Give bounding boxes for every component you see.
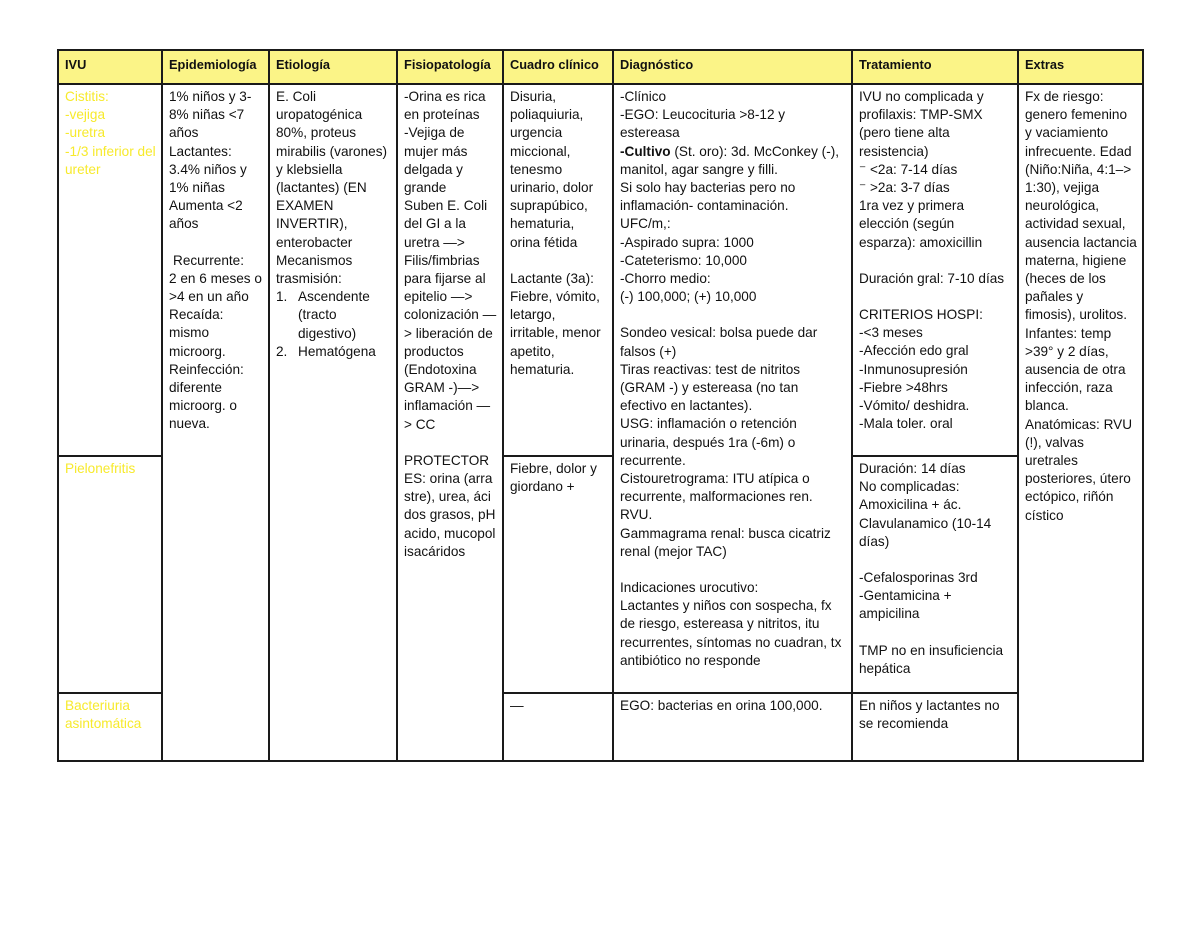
cell-epidemiologia: 1% niños y 3-8% niñas <7 años Lactantes: 3.4% niños y 1% niñas Aumenta <2 años Recurrente: 2 en 6 meses o >4 en un año Recaída: mismo microorg. Reinfección: diferente microorg. o nueva. [162, 84, 269, 761]
label-pielonefritis: Pielonefritis [58, 456, 162, 693]
header-tratamiento: Tratamiento [852, 50, 1018, 84]
header-epidemiologia: Epidemiología [162, 50, 269, 84]
cell-cuadro-bacteriuria: — [503, 693, 613, 761]
cell-etiologia: E. Coli uropatogénica 80%, proteus mirabilis (varones) y klebsiella (lactantes) (EN EXAMEN INVERTIR), enterobacter Mecanismos trasmisión: 1. Ascendente (tracto digestivo) 2. Hematógena [269, 84, 397, 761]
header-fisiopatologia: Fisiopatología [397, 50, 503, 84]
cell-extras: Fx de riesgo: genero femenino y vaciamiento infrecuente. Edad (Niño:Niña, 4:1–> 1:30), vejiga neurológica, actividad sexual, ausencia lactancia materna, higiene (heces de los pañales y fimosis), urolitos. Infantes: temp >39° y 2 días, ausencia de otra infección, raza blanca. Anatómicas: RVU (!), valvas uretrales posteriores, útero ectópico, riñón cístico [1018, 84, 1143, 761]
cell-cuadro-cistitis: Disuria, poliaquiuria, urgencia miccional, tenesmo urinario, dolor suprapúbico, hematuria, orina fétida Lactante (3a): Fiebre, vómito, letargo, irritable, menor apetito, hematuria. [503, 84, 613, 456]
header-cuadro-clinico: Cuadro clínico [503, 50, 613, 84]
cell-cuadro-pielonefritis: Fiebre, dolor y giordano + [503, 456, 613, 693]
cell-tratamiento-bacteriuria: En niños y lactantes no se recomienda [852, 693, 1018, 761]
header-ivu: IVU [58, 50, 162, 84]
label-cistitis: Cistitis: -vejiga -uretra -1/3 inferior del ureter [58, 84, 162, 456]
cell-tratamiento-pielonefritis: Duración: 14 días No complicadas: Amoxicilina + ác. Clavulanamico (10-14 días) -Cefalosporinas 3rd -Gentamicina + ampicilina TMP no en insuficiencia hepática [852, 456, 1018, 693]
row-cistitis [58, 84, 1143, 456]
list-item: 2. Hematógena [276, 343, 376, 359]
header-etiologia: Etiología [269, 50, 397, 84]
cell-tratamiento-cistitis: IVU no complicada y profilaxis: TMP-SMX (pero tiene alta resistencia) ⁻ <2a: 7-14 días ⁻ >2a: 3-7 días 1ra vez y primera elección (según esparza): amoxicillin Duración gral: 7-10 días CRITERIOS HOSPI: -<3 meses -Afección edo gral -Inmunosupresión -Fiebre >48hrs -Vómito/ deshidra. -Mala toler. oral [852, 84, 1018, 456]
header-extras: Extras [1018, 50, 1143, 84]
header-diagnostico: Diagnóstico [613, 50, 852, 84]
ivu-summary-table [57, 49, 1144, 762]
cell-diagnostico-bacteriuria: EGO: bacterias en orina 100,000. [613, 693, 852, 761]
cell-fisiopatologia: -Orina es rica en proteínas -Vejiga de mujer más delgada y grande Suben E. Coli del GI a la uretra —> Filis/fimbrias para fijarse al epitelio —> colonización —> liberación de productos (Endotoxina GRAM -)—> inflamación —> CC PROTECTORES: orina (arrastre), urea, ácidos grasos, pH acido, mucopolisacáridos [397, 84, 503, 761]
header-row [58, 50, 1143, 84]
list-item: 1. Ascendente (tracto digestivo) [276, 289, 370, 341]
cell-diagnostico: -Clínico -EGO: Leucocituria >8-12 y estereasa -Cultivo (St. oro): 3d. McConkey (-), manitol, agar sangre y filli. Si solo hay bacterias pero no inflamación- contaminación. UFC/m,: -Aspirado supra: 1000 -Cateterismo: 10,000 -Chorro medio: (-) 100,000; (+) 10,000 Sondeo vesical: bolsa puede dar falsos (+) Tiras reactivas: test de nitritos (GRAM -) y estereasa (no tan efectivo en lactantes). USG: inflamación o retención urinaria, después 1ra (-6m) o recurrente. Cistouretrograma: ITU atípica o recurrente, malformaciones ren. RVU. Gammagrama renal: busca cicatriz renal (mejor TAC) Indicaciones urocutivo: Lactantes y niños con sospecha, fx de riesgo, estereasa y nitritos, itu recurrentes, síntomas no cuadran, tx antibiótico no responde [613, 84, 852, 693]
label-bacteriuria: Bacteriuria asintomática [58, 693, 162, 761]
